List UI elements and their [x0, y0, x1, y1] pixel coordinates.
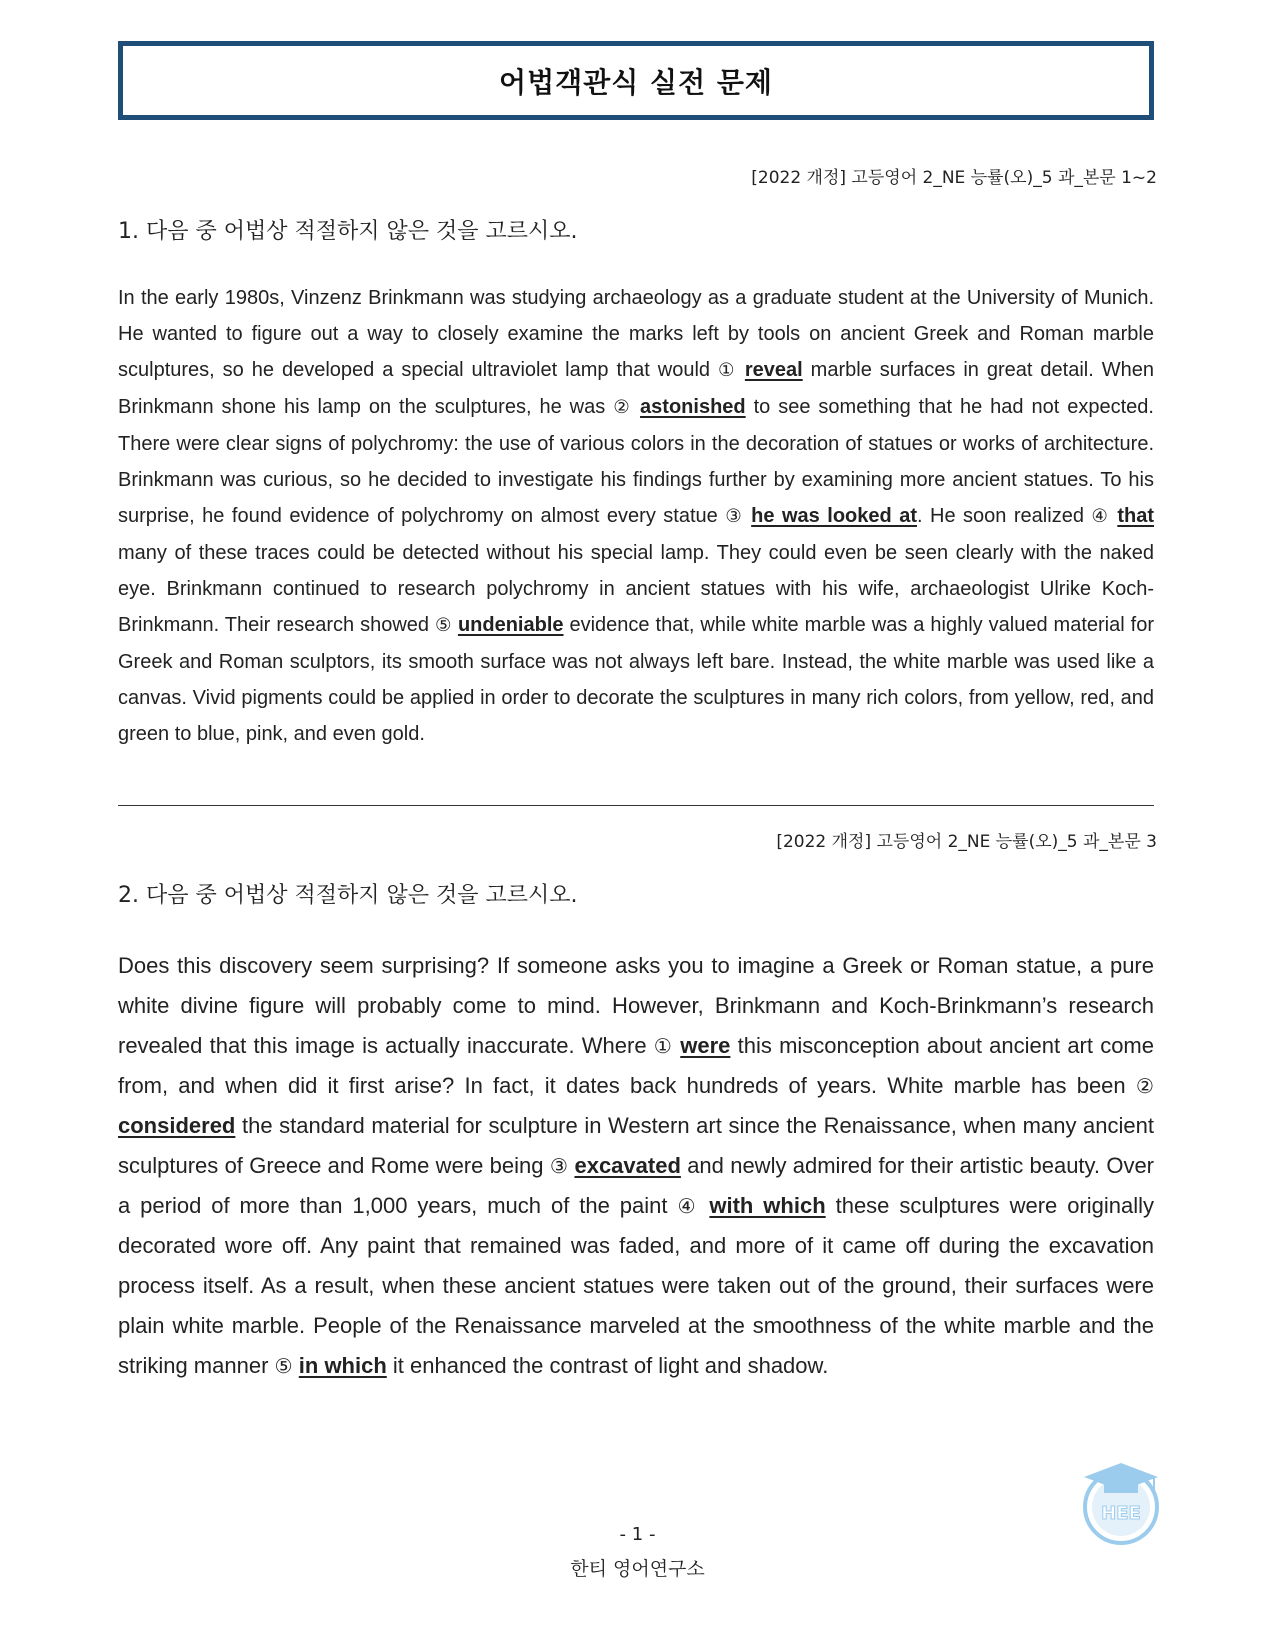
q1-choice-3: he was looked at [751, 505, 917, 527]
q1-choice-number: ② [613, 397, 633, 418]
q1-choice-4: that [1117, 505, 1154, 527]
q1-choice-5: undeniable [457, 614, 564, 636]
title-box [118, 41, 1154, 120]
q2-source: [2022 개정] 고등영어 2_NE 능률(오)_5 과_본문 3 [776, 832, 1157, 852]
q1-text-segment: marble surfaces in great detail. When Brinkmann shone his lamp on the sculptures, he was [118, 359, 1155, 418]
section-divider [118, 805, 1154, 806]
q1-choice-1: reveal [744, 359, 803, 381]
q1-text-segment: . He soon realized [916, 505, 1092, 527]
page-title: 어법객관식 실전 문제 [499, 65, 773, 99]
q2-choice-5: in which [298, 1353, 387, 1378]
q2-choice-number: ④ [677, 1194, 700, 1218]
q2-choice-3: excavated [574, 1153, 681, 1178]
page-number: - 1 - [619, 1524, 656, 1545]
q2-choice-4: with which [709, 1193, 826, 1218]
q2-text-segment: these sculptures were originally decorated wore off. Any paint that remained was faded, and more of it came off during the excavation process itself. As a result, when these ancient statues were taken out of the ground, their surfaces were plain white marble. People of the Renaissance marveled at the smoothness of the white marble and the striking manner [118, 1193, 1155, 1378]
q1-choice-2: astonished [640, 396, 746, 418]
q1-choice-number: ① [718, 360, 737, 381]
publisher-name: 한티 영어연구소 [570, 1558, 705, 1580]
q1-choice-number: ④ [1091, 506, 1110, 527]
q2-choice-number: ③ [549, 1154, 569, 1178]
q2-passage [118, 946, 1154, 1386]
q1-text-segment: In the early 1980s, Vinzenz Brinkmann was studying archaeology as a graduate student at the University of Munich. He wanted to figure out a way to closely examine the marks left by tools on ancient Greek and Roman marble sculptures, so he developed a special ultraviolet lamp that would [118, 287, 1154, 381]
q2-choice-number: ① [653, 1034, 674, 1058]
q1-text-segment: many of these traces could be detected without his special lamp. They could even be seen clearly with the naked eye. Brinkmann continued to research polychromy in ancient statues with his wife, archaeologist Ulrike Koch-Brinkmann. Their research showed [118, 542, 1154, 636]
q1-choice-number: ③ [725, 506, 744, 527]
q2-text-segment: the standard material for sculpture in Western art since the Renaissance, when many ancient sculptures of Greece and Rome were being [118, 1113, 1154, 1178]
q1-passage [118, 280, 1154, 752]
q2-text-segment: this misconception about ancient art come from, and when did it first arise? In fact, it dates back hundreds of years. White marble has been [118, 1033, 1154, 1098]
q2-text-segment: Does this discovery seem surprising? If someone asks you to imagine a Greek or Roman statue, a pure white divine figure will probably come to mind. However, Brinkmann and Koch-Brinkmann’s research revealed that this image is actually inaccurate. Where [118, 953, 1154, 1058]
q2-choice-2: considered [118, 1113, 236, 1138]
q2-text-segment: it enhanced the contrast of light and shadow. [386, 1353, 829, 1378]
q2-choice-number: ⑤ [274, 1354, 293, 1378]
q2-choice-1: were [680, 1033, 731, 1058]
logo-text: HEE [1101, 1503, 1141, 1524]
q2-choice-number: ② [1135, 1074, 1154, 1098]
q1-source: [2022 개정] 고등영어 2_NE 능률(오)_5 과_본문 1~2 [751, 168, 1157, 188]
graduation-cap-logo-icon [1078, 1455, 1164, 1547]
q1-text-segment: to see something that he had not expected. There were clear signs of polychromy: the use of various colors in the decoration of statues or works of architecture. Brinkmann was curious, so he decided to investigate his findings further by examining more ancient statues. To his surprise, he found evidence of polychromy on almost every statue [118, 396, 1154, 527]
q1-prompt: 1. 다음 중 어법상 적절하지 않은 것을 고르시오. [118, 219, 578, 244]
q1-text-segment: evidence that, while white marble was a highly valued material for Greek and Roman sculptors, its smooth surface was not always left bare. Instead, the white marble was used like a canvas. Vivid pigments could be applied in order to decorate the sculptures in many rich colors, from yellow, red, and green to blue, pink, and even gold. [118, 614, 1154, 745]
q1-choice-number: ⑤ [435, 615, 452, 636]
q2-text-segment: and newly admired for their artistic beauty. Over a period of more than 1,000 years, much of the paint [118, 1153, 1155, 1218]
q2-prompt: 2. 다음 중 어법상 적절하지 않은 것을 고르시오. [118, 883, 578, 908]
